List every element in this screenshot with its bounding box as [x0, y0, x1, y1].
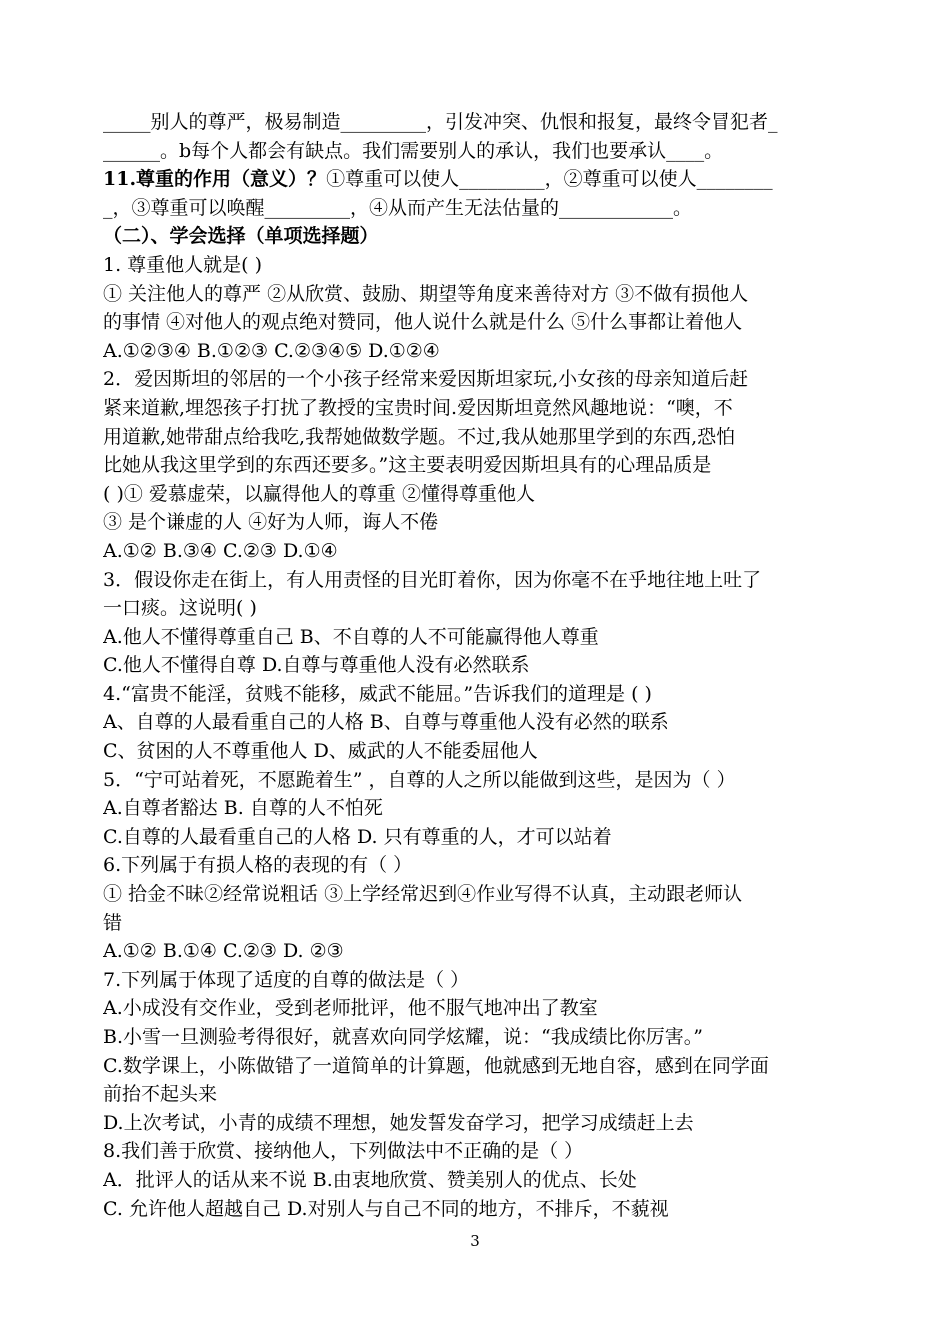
text-line: _，③尊重可以唤醒_________，④从而产生无法估量的____________。	[103, 196, 693, 219]
text-line: ______。b每个人都会有缺点。我们需要别人的承认，我们也要承认____。	[103, 139, 724, 162]
text-line: A.小成没有交作业，受到老师批评，他不服气地冲出了教室	[103, 997, 598, 1020]
text-line: 一口痰。这说明( )	[103, 597, 257, 620]
text-line: 7.下列属于体现了适度的自尊的做法是（ ）	[103, 968, 470, 991]
text-line: 3．假设你走在街上，有人用责怪的目光盯着你，因为你毫不在乎地往地上吐了	[103, 568, 762, 591]
question-heading: 11.尊重的作用（意义）？	[103, 168, 327, 191]
text-line: 4.“富贵不能淫，贫贱不能移，威武不能屈。”告诉我们的道理是 ( )	[103, 682, 652, 705]
text-line: C. 允许他人超越自己 D.对别人与自己不同的地方，不排斥，不藐视	[103, 1197, 669, 1220]
text-line: A.①② B.③④ C.②③ D.①④	[103, 539, 338, 562]
text-line: 8.我们善于欣赏、接纳他人，下列做法中不正确的是（ ）	[103, 1140, 584, 1163]
text-line: 紧来道歉,埋怨孩子打扰了教授的宝贵时间.爱因斯坦竟然风趣地说：“噢，不	[103, 396, 733, 419]
text-line: C.自尊的人最看重自己的人格 D. 只有尊重的人，才可以站着	[103, 825, 612, 848]
text-line: 的事情 ④对他人的观点绝对赞同，他人说什么就是什么 ⑤什么事都让着他人	[103, 311, 743, 334]
text-line: D.上次考试，小青的成绩不理想，她发誓发奋学习，把学习成绩赶上去	[103, 1111, 694, 1134]
text-line: C.他人不懂得自尊 D.自尊与尊重他人没有必然联系	[103, 654, 530, 677]
text-line: ( )① 爱慕虚荣，以赢得他人的尊重 ②懂得尊重他人	[103, 482, 535, 505]
text-line: 1. 尊重他人就是( )	[103, 253, 263, 276]
document-body	[103, 108, 848, 1223]
text-line: 比她从我这里学到的东西还要多。”这主要表明爱因斯坦具有的心理品质是	[103, 454, 712, 477]
text-line: A.①②③④ B.①②③ C.②③④⑤ D.①②④	[103, 339, 440, 362]
text-line: C、贫困的人不尊重他人 D、威武的人不能委屈他人	[103, 740, 538, 763]
text-line: 前抬不起头来	[103, 1083, 218, 1106]
text-line: （二）、学会选择（单项选择题）	[103, 225, 379, 248]
text-line: 5．“宁可站着死，不愿跪着生” ，自尊的人之所以能做到这些，是因为（ ）	[103, 768, 736, 791]
text-line: 用道歉,她带甜点给我吃,我帮她做数学题。不过,我从她那里学到的东西,恐怕	[103, 425, 736, 448]
text-line: 错	[103, 911, 123, 934]
text-line: C.数学课上，小陈做错了一道简单的计算题，他就感到无地自容，感到在同学面	[103, 1054, 769, 1077]
text-line: A.他人不懂得尊重自己 B、不自尊的人不可能赢得他人尊重	[103, 625, 599, 648]
text-line: A.①② B.①④ C.②③ D. ②③	[103, 940, 344, 963]
text-line: B.小雪一旦测验考得很好，就喜欢向同学炫耀，说：“我成绩比你厉害。”	[103, 1026, 703, 1048]
text-line: A．批评人的话从来不说 B.由衷地欣赏、赞美别人的优点、长处	[103, 1168, 637, 1191]
question-body: ①尊重可以使人_________，②尊重可以使人________	[326, 168, 773, 191]
text-line: A、自尊的人最看重自己的人格 B、自尊与尊重他人没有必然的联系	[103, 711, 669, 734]
text-line: A.自尊者豁达 B. 自尊的人不怕死	[103, 797, 383, 820]
text-line: ① 关注他人的尊严 ②从欣赏、鼓励、期望等角度来善待对方 ③不做有损他人	[103, 282, 749, 305]
page-number: 3	[470, 1232, 480, 1250]
text-line: ③ 是个谦虚的人 ④好为人师，诲人不倦	[103, 511, 439, 534]
text-line: _____别人的尊严，极易制造_________，引发冲突、仇恨和报复，最终令冒犯者_	[103, 111, 778, 133]
text-line: 2．爱因斯坦的邻居的一个小孩子经常来爱因斯坦家玩,小女孩的母亲知道后赶	[103, 368, 749, 391]
text-line: ① 拾金不昧②经常说粗话 ③上学经常迟到④作业写得不认真，主动跟老师认	[103, 883, 743, 906]
text-line	[103, 165, 848, 194]
text-line: 6.下列属于有损人格的表现的有（ ）	[103, 854, 413, 877]
